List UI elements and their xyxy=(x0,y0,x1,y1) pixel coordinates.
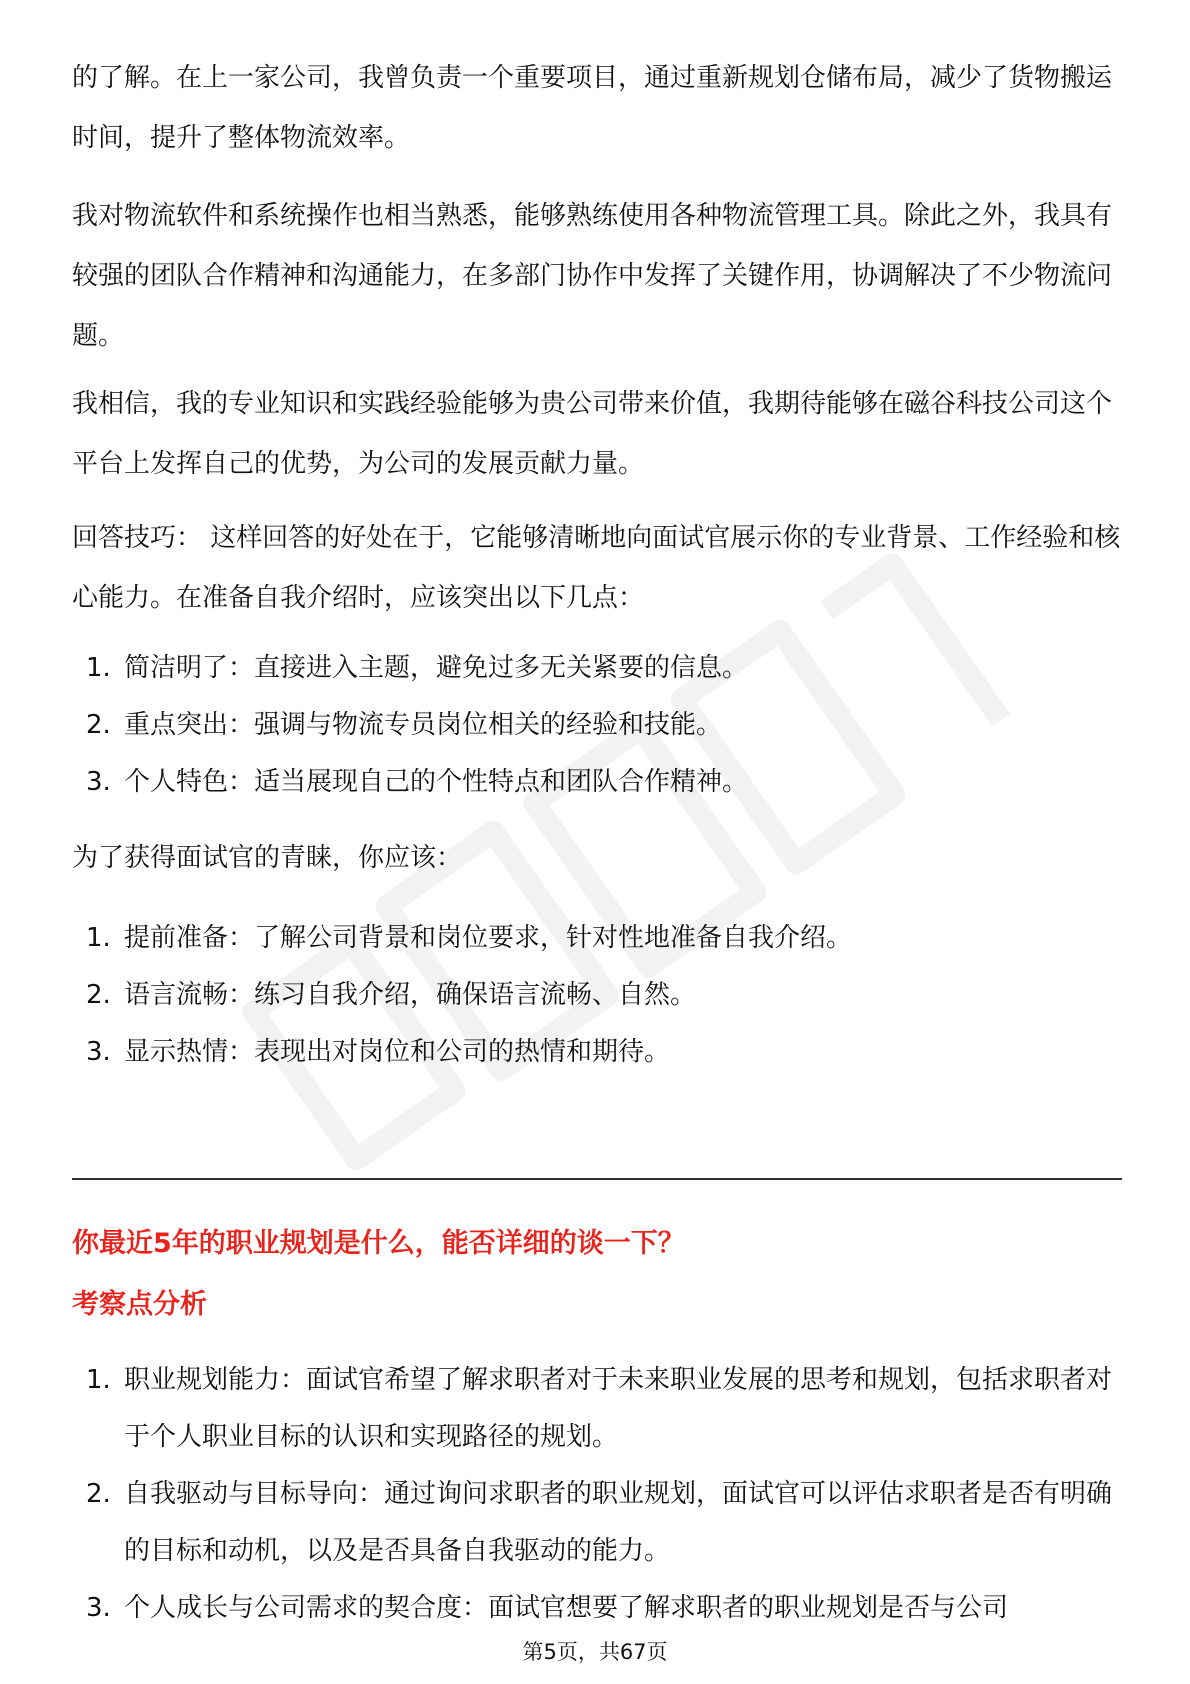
preparation-list xyxy=(72,910,1122,1081)
page-number: 第5页，共67页 xyxy=(522,1640,668,1664)
paragraph-skills: 我对物流软件和系统操作也相当熟悉，能够熟练使用各种物流管理工具。除此之外，我具有较强的团队合作精神和沟通能力，在多部门协作中发挥了关键作用，协调解决了不少物流问题。 xyxy=(72,201,1113,351)
paragraph-experience: 的了解。在上一家公司，我曾负责一个重要项目，通过重新规划仓储布局，减少了货物搬运时间，提升了整体物流效率。 xyxy=(72,63,1113,153)
paragraph-tips: 回答技巧： 这样回答的好处在于，它能够清晰地向面试官展示你的专业背景、工作经验和核心能力。在准备自我介绍时，应该突出以下几点： xyxy=(72,523,1121,613)
list-item: 2. 自我驱动与目标导向：通过询问求职者的职业规划，面试官可以评估求职者是否有明确的目标和动机，以及是否具备自我驱动的能力。 xyxy=(86,1479,1113,1566)
list-item: 1. 提前准备：了解公司背景和岗位要求，针对性地准备自我介绍。 xyxy=(86,923,853,953)
section-divider xyxy=(72,1178,1122,1180)
list-item: 1. 简洁明了：直接进入主题，避免过多无关紧要的信息。 xyxy=(86,653,749,683)
list-item: 3. 个人成长与公司需求的契合度：面试官想要了解求职者的职业规划是否与公司 xyxy=(86,1593,1009,1623)
paragraph-value: 我相信，我的专业知识和实践经验能够为贵公司带来价值，我期待能够在磁谷科技公司这个平台上发挥自己的优势，为公司的发展贡献力量。 xyxy=(72,389,1113,479)
list-item: 2. 重点突出：强调与物流专员岗位相关的经验和技能。 xyxy=(86,710,723,740)
list-item: 2. 语言流畅：练习自我介绍，确保语言流畅、自然。 xyxy=(86,980,697,1010)
list-item: 1. 职业规划能力：面试官希望了解求职者对于未来职业发展的思考和规划，包括求职者对于个人职业目标的认识和实现路径的规划。 xyxy=(86,1365,1113,1452)
question-title: 你最近5年的职业规划是什么，能否详细的谈一下？ xyxy=(72,1228,685,1259)
analysis-heading: 考察点分析 xyxy=(72,1289,207,1320)
analysis-list xyxy=(72,1352,1122,1637)
list-item: 3. 个人特色：适当展现自己的个性特点和团队合作精神。 xyxy=(86,767,749,797)
paragraph-intro: 为了获得面试官的青睐，你应该： xyxy=(72,843,463,873)
tips-list xyxy=(72,640,1122,811)
list-item: 3. 显示热情：表现出对岗位和公司的热情和期待。 xyxy=(86,1037,671,1067)
